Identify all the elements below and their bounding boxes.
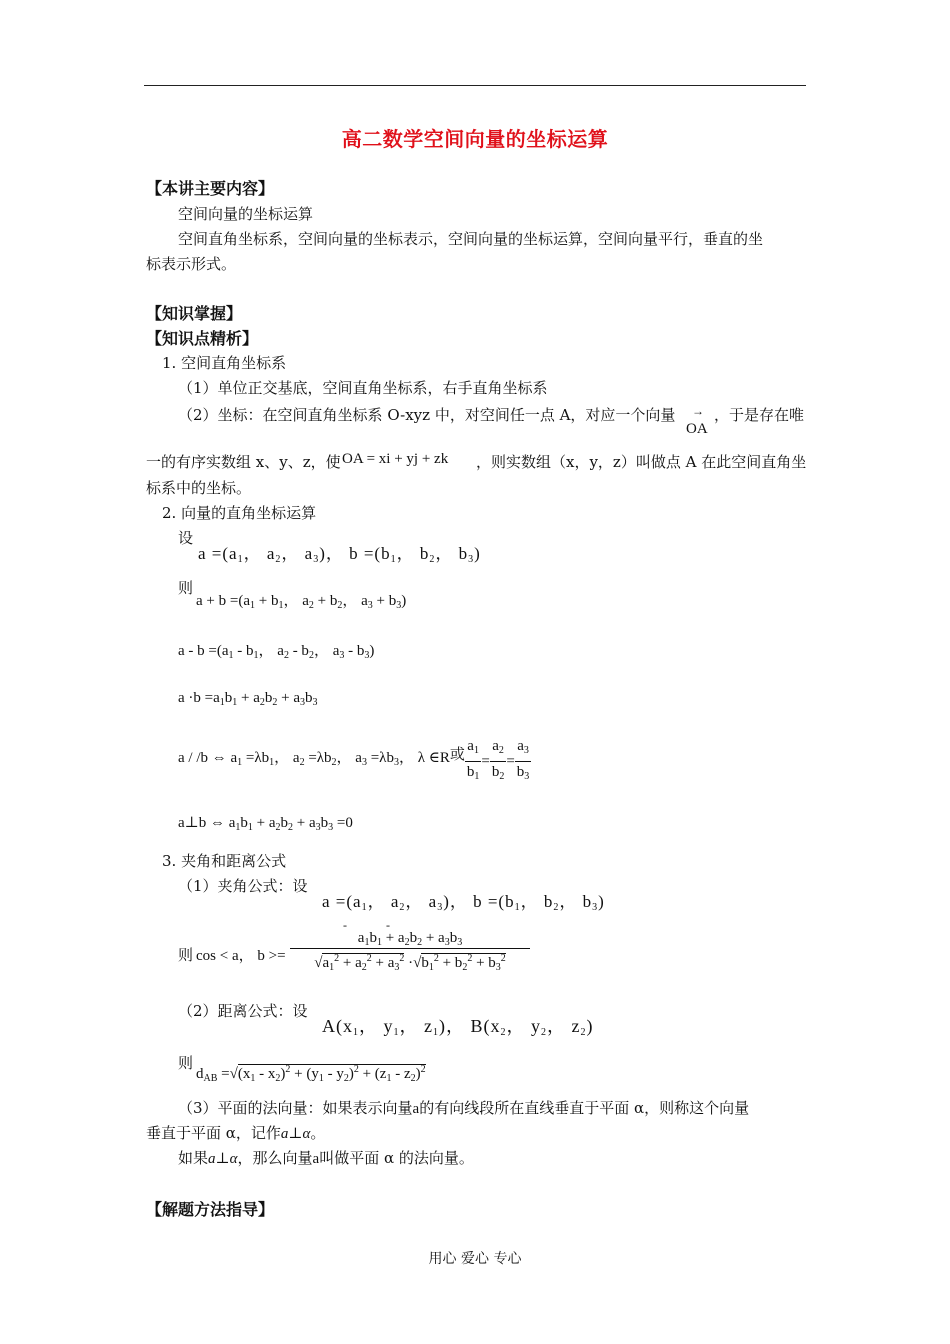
label-she: 设 [178,529,194,547]
formula-distance: $d_{AB} =√(x_1 - x_2)^2 + (y_1 - y_2)^2 + (z_1 - z_2)^2$ [196,1064,426,1084]
formula-subtract: $a - b =(a_1 - b_1$， $a_2 - b_2$， $a_3 - b_3$) [178,643,375,661]
main-line-2: 空间直角坐标系，空间向量的坐标表示，空间向量的坐标运算，空间向量平行，垂直的坐 [178,230,764,248]
item-3-heading: 3. 夹角和距离公式 [162,852,287,870]
item-3-1: （1）夹角公式：设 [178,877,308,895]
label-dist-ze: 则 [178,1054,194,1072]
item-1-3b: ，则实数组（x，y，z）叫做点 A 在此空间直角坐 [476,453,807,471]
formula-cos-fraction: $a_1b_1 + a_2b_2 + a_3b_3$ $√a_1^2 + a_2^2 + a_3^2 \cdot√b_1^2 + b_2^2 + b_3^2$ [290,930,530,973]
item-2-heading: 2. 向量的直角坐标运算 [162,504,317,522]
formula-perpendicular: a⊥b ⇔ $a_1b_1 + a_2b_2 + a_3b_3 =0$ [178,815,353,833]
section-heading-method: 【解题方法指导】 [146,1200,275,1219]
vector-oa-label: OA [686,421,708,437]
section-heading-main: 【本讲主要内容】 [146,179,275,198]
main-line-3: 标表示形式。 [146,255,237,273]
item-1-2b: ，于是存在唯 [714,406,805,424]
header-rule [144,85,806,86]
item-3-3c: 垂直于平面 α，记作a⊥α。 [146,1124,326,1142]
formula-define-points: $A(x_1$， $y_1$， $z_1$)， $B(x_2$， $y_2$， $z_2$) [322,1016,594,1038]
item-3-2: （2）距离公式：设 [178,1002,308,1020]
item-1-3a: 一的有序实数组 x、y、z，使 [146,453,341,471]
item-3-3a: （3）平面的法向量：如果表示向量a的有向线段所在直线垂直于平面 α，则称这个向量 [178,1099,750,1117]
formula-cos-lhs: cos < a， b >= [196,948,286,964]
vector-arrows-icon: - - [196,918,408,932]
item-1-4: 标系中的坐标。 [146,479,252,497]
label-ze: 则 [178,579,194,597]
formula-add: $a + b =(a_1 + b_1$， $a_2 + b_2$， $a_3 + b_3$) [196,593,407,611]
label-cos-ze: 则 [178,946,194,964]
item-1-1: （1）单位正交基底，空间直角坐标系，右手直角坐标系 [178,379,548,397]
formula-parallel: a / /b ⇔ $a_1 =\lambda b_1$， $a_2 =\lambda b_2$， $a_3 =\lambda b_3$， λ ∈R或 $\frac{a_1}{b_1}$ = $\frac{a_2}{b_2}$ = $\frac{a_3}{b_3}$ [178,738,530,782]
formula-define-ab: $a =(a_1$， $a_2$， $a_3$)， $b =(b_1$， $b_2$， $b_3$) [198,544,481,565]
item-1-heading: 1. 空间直角坐标系 [162,354,287,372]
section-heading-knowledge: 【知识掌握】 [146,304,243,323]
page-footer: 用心 爱心 专心 [428,1251,522,1267]
equation-oa: OA = xi + yj + zk [342,451,449,467]
item-1-2a: （2）坐标：在空间直角坐标系 O-xyz 中，对空间任一点 A，对应一个向量 [178,406,676,424]
main-line-1: 空间向量的坐标运算 [178,205,314,223]
page-title: 高二数学空间向量的坐标运算 [341,127,609,151]
formula-dot: $a \cdot b =a_1b_1 + a_2b_2 + a_3b_3$ [178,690,318,708]
section-subheading-points: 【知识点精析】 [146,329,259,348]
formula-define-ab-2: $a =(a_1$， $a_2$， $a_3$)， $b =(b_1$， $b_2$， $b_3$) [322,892,605,913]
vector-arrow-icon: → [692,404,704,418]
item-3-4: 如果a⊥α，那么向量a叫做平面 α 的法向量。 [178,1149,474,1167]
